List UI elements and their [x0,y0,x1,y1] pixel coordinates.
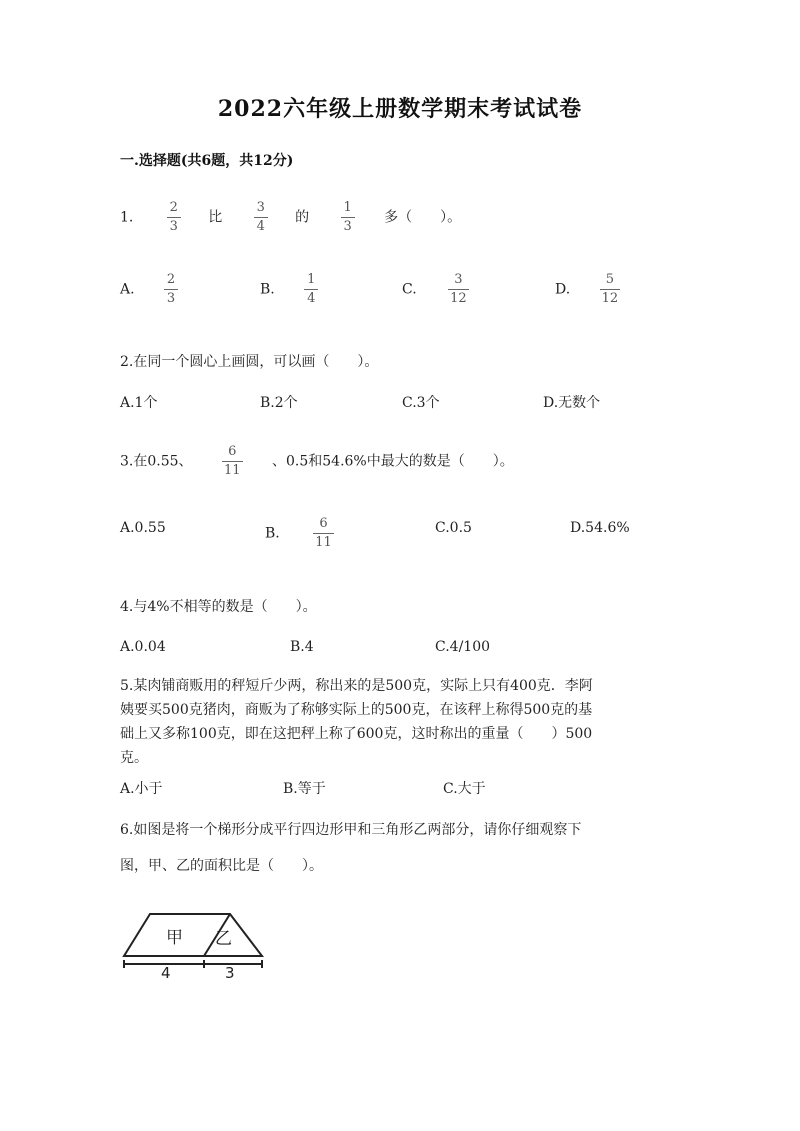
question-6-line-1: 6.如图是将一个梯形分成平行四边形甲和三角形乙两部分，请你仔细观察下 [120,822,582,838]
q5-option-a[interactable]: A.小于 [120,781,163,797]
length-label-4: 4 [161,964,171,982]
trapezoid-outline [124,914,262,956]
fraction: $\frac{6}{11}$ [223,444,241,478]
q1-option-d[interactable]: D. $\frac{5}{12}$ [555,272,619,306]
q1-option-a[interactable]: A. $\frac{2}{3}$ [120,272,181,307]
q2-option-a[interactable]: A.1个 [120,395,158,411]
fraction: $\frac{3}{4}$ [255,200,267,235]
question-1: 1. $\frac{2}{3}$ 比 $\frac{3}{4}$ 的 $\frac{1}{3}$ 多（ ）。 [120,200,462,234]
trapezoid-diagram [118,910,278,986]
fraction: $\frac{1}{3}$ [342,200,354,235]
question-5: 5.某肉铺商贩用的秤短斤少两，称出来的是500克，实际上只有400克．李阿 姨要买500克猪肉，商贩为了称够实际上的500克，在该秤上称得500克的基 础上又多称100克，即在这把秤上称了600克，这时称出的重量（ ）500 克。 [120,678,593,766]
q3-option-a[interactable]: A.0.55 [120,520,166,536]
fraction: $\frac{1}{4}$ [305,272,317,307]
q2-option-c[interactable]: C.3个 [402,395,440,411]
fraction: $\frac{5}{12}$ [601,272,619,306]
q1-option-b[interactable]: B. $\frac{1}{4}$ [260,272,321,307]
q3-option-d[interactable]: D.54.6% [570,520,630,536]
fraction: $\frac{2}{3}$ [165,272,177,307]
length-label-3: 3 [225,964,235,982]
q1-option-c[interactable]: C. $\frac{3}{12}$ [402,272,467,306]
section-heading: 一.选择题(共6题，共12分) [120,153,294,169]
label-jia: 甲 [166,928,183,948]
question-6-line-2: 图，甲、乙的面积比是（ ）。 [120,858,323,874]
question-number: 1. [120,209,134,226]
q2-option-b[interactable]: B.2个 [260,395,298,411]
question-3: 3.在0.55、 $\frac{6}{11}$ 、0.5和54.6%中最大的数是（ ）。 [120,444,514,478]
question-2: 2.在同一个圆心上画圆，可以画（ ）。 [120,354,379,370]
fraction: $\frac{6}{11}$ [315,516,332,550]
page-title: 2022六年级上册数学期末考试试卷 [217,96,583,122]
q4-option-c[interactable]: C.4/100 [435,639,491,655]
q4-option-b[interactable]: B.4 [290,639,314,655]
q5-option-c[interactable]: C.大于 [443,781,486,797]
q2-option-d[interactable]: D.无数个 [543,395,601,411]
q3-option-c[interactable]: C.0.5 [435,520,472,536]
q4-option-a[interactable]: A.0.04 [120,639,166,655]
question-4: 4.与4%不相等的数是（ ）。 [120,599,317,615]
q3-option-b[interactable]: B. $\frac{6}{11}$ [265,516,332,550]
label-yi: 乙 [215,929,232,949]
fraction: $\frac{2}{3}$ [168,200,180,235]
fraction: $\frac{3}{12}$ [450,272,467,306]
q5-option-b[interactable]: B.等于 [283,781,326,797]
